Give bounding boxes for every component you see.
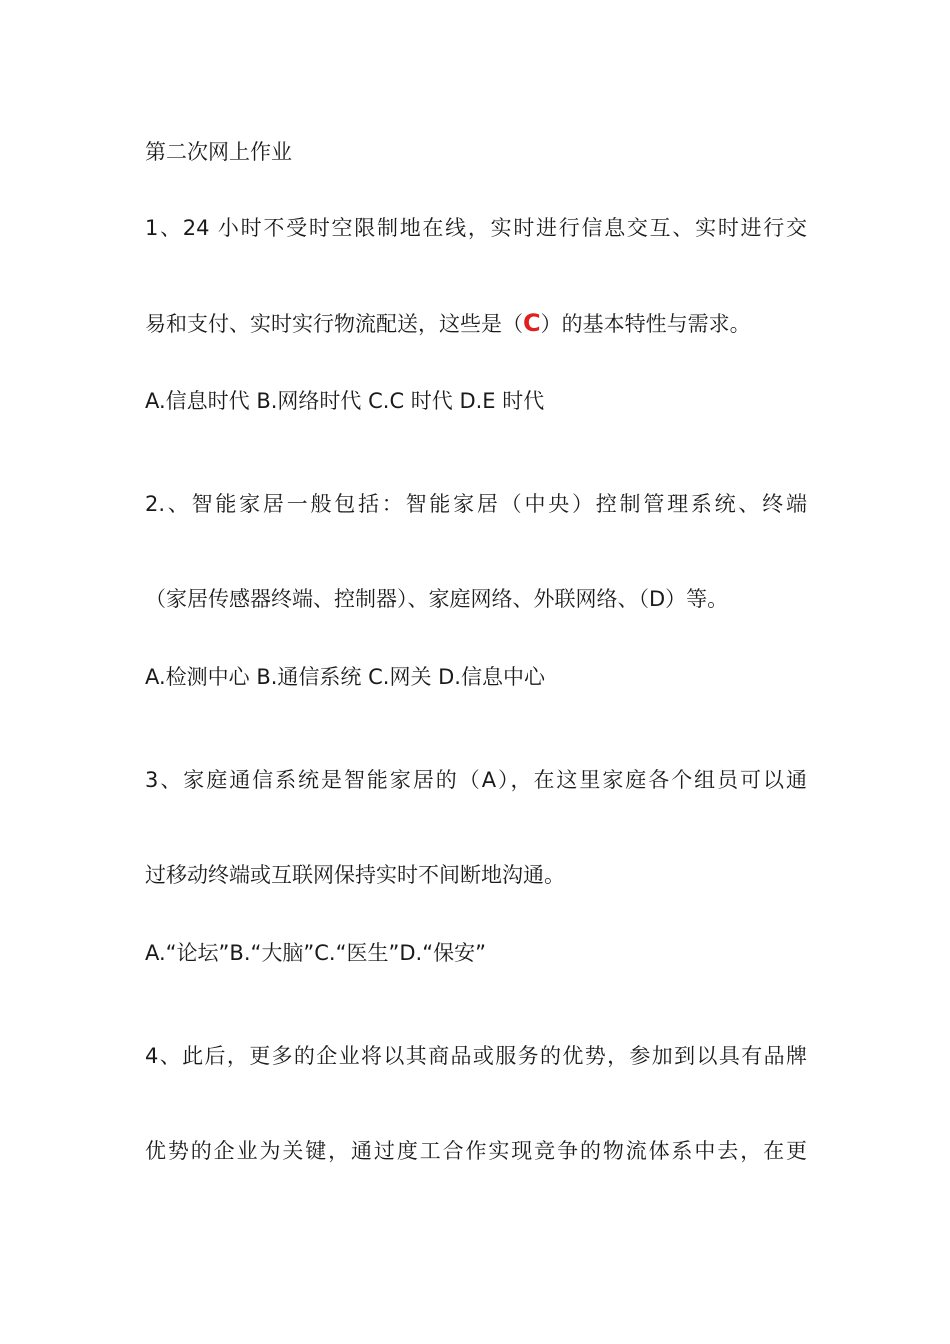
q2-line-1: 2.、智能家居一般包括：智能家居（中央）控制管理系统、终端: [145, 492, 807, 516]
q1-options: A.信息时代 B.网络时代 C.C 时代 D.E 时代: [145, 389, 545, 413]
document-title: 第二次网上作业: [145, 140, 292, 164]
q3-line-2: 过移动终端或互联网保持实时不间断地沟通。: [145, 863, 565, 887]
q1-line-2: [145, 308, 751, 339]
q1-answer: C: [523, 309, 541, 337]
q2-line-2: （家居传感器终端、控制器）、家庭网络、外联网络、（D）等。: [145, 587, 729, 611]
q1-line-1: 1、24 小时不受时空限制地在线，实时进行信息交互、实时进行交: [145, 216, 807, 240]
q1-line-2-before: 易和支付、实时实行物流配送，这些是（: [145, 312, 523, 336]
q4-line-1: 4、此后，更多的企业将以其商品或服务的优势，参加到以具有品牌: [145, 1044, 807, 1068]
q4-line-2: 优势的企业为关键，通过度工合作实现竞争的物流体系中去，在更: [145, 1139, 807, 1163]
q3-line-1: 3、家庭通信系统是智能家居的（A），在这里家庭各个组员可以通: [145, 768, 807, 792]
q3-options: A.“论坛”B.“大脑”C.“医生”D.“保安”: [145, 941, 486, 965]
q2-options: A.检测中心 B.通信系统 C.网关 D.信息中心: [145, 665, 545, 689]
q1-line-2-after: ）的基本特性与需求。: [540, 312, 751, 336]
